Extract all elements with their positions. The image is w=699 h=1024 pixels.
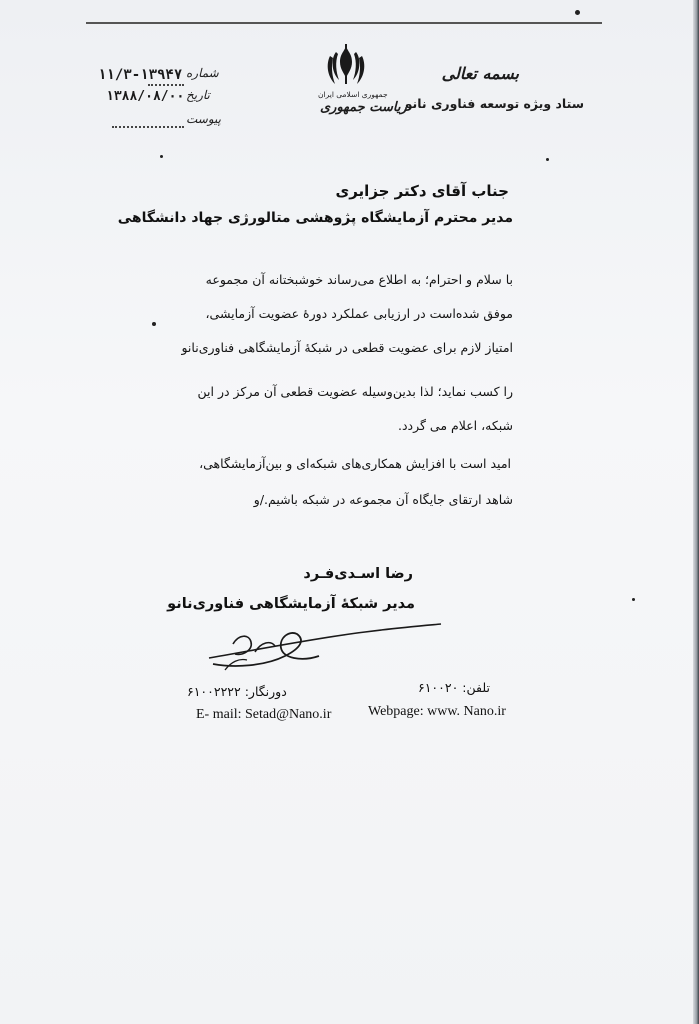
emblem-caption-bottom: ریاست جمهوری	[320, 100, 407, 115]
body-line: را کسب نماید؛ لذا بدین‌وسیله عضویت قطعی آن مرکز در این	[197, 384, 513, 399]
scan-speck	[632, 598, 635, 601]
handwritten-signature-icon	[205, 612, 445, 674]
ref-number-label: شماره	[186, 66, 219, 80]
body-line: موفق شده‌است در ارزیابی عملکرد دورهٔ عضویت آزمایشی،	[205, 306, 513, 321]
emblem-caption-top: جمهوری اسلامی ایران	[318, 90, 388, 99]
recipient-name: جناب آقای دکتر جزایری	[335, 182, 509, 200]
recipient-title: مدیر محترم آزمایشگاه پژوهشی متالورژی جهاد دانشگاهی	[117, 210, 513, 226]
footer-email: E- mail: Setad@Nano.ir	[196, 707, 332, 722]
signatory-name: رضا اسـدی‌فـرد	[303, 566, 413, 582]
footer-fax: دورنگار: ۶۱۰۰۲۲۲۲	[187, 684, 287, 699]
footer-webpage: Webpage: www. Nano.ir	[368, 704, 506, 719]
scan-speck	[575, 10, 580, 15]
ref-attachment-dots	[112, 126, 184, 128]
ref-date-label: تاریخ	[186, 88, 210, 102]
ref-dots	[148, 84, 184, 86]
iran-emblem-icon	[323, 42, 369, 90]
scan-speck	[546, 158, 549, 161]
scan-speck	[152, 322, 156, 326]
ref-number-value: ۱۱/۳-۱۳۹۴۷	[98, 67, 183, 83]
page-edge-shadow	[693, 0, 699, 1024]
ref-attachment-label: پیوست	[186, 112, 221, 126]
signatory-title: مدیر شبکهٔ آزمایشگاهی فناوری‌نانو	[167, 596, 415, 612]
scan-speck	[160, 155, 163, 158]
top-rule	[86, 22, 602, 24]
body-line: امتیاز لازم برای عضویت قطعی در شبکهٔ آزمایشگاهی فناوری‌نانو	[181, 340, 513, 355]
org-logo: بسمه تعالی	[441, 64, 519, 83]
body-line: شبکه، اعلام می گردد.	[397, 418, 513, 433]
ref-date-value: ۱۳۸۸/۰۸/۰۰	[106, 89, 185, 104]
body-line: شاهد ارتقای جایگاه آن مجموعه در شبکه باشیم./و	[253, 492, 513, 507]
org-name: ستاد ویژه توسعه فناوری نانو	[404, 96, 584, 111]
body-line: امید است با افزایش همکاری‌های شبکه‌ای و بین‌آزمایشگاهی،	[199, 456, 511, 471]
footer-phone: تلفن: ۶۱۰۰۲۰	[418, 680, 490, 695]
body-line: با سلام و احترام؛ به اطلاع می‌رساند خوشبختانه آن مجموعه	[205, 272, 513, 287]
